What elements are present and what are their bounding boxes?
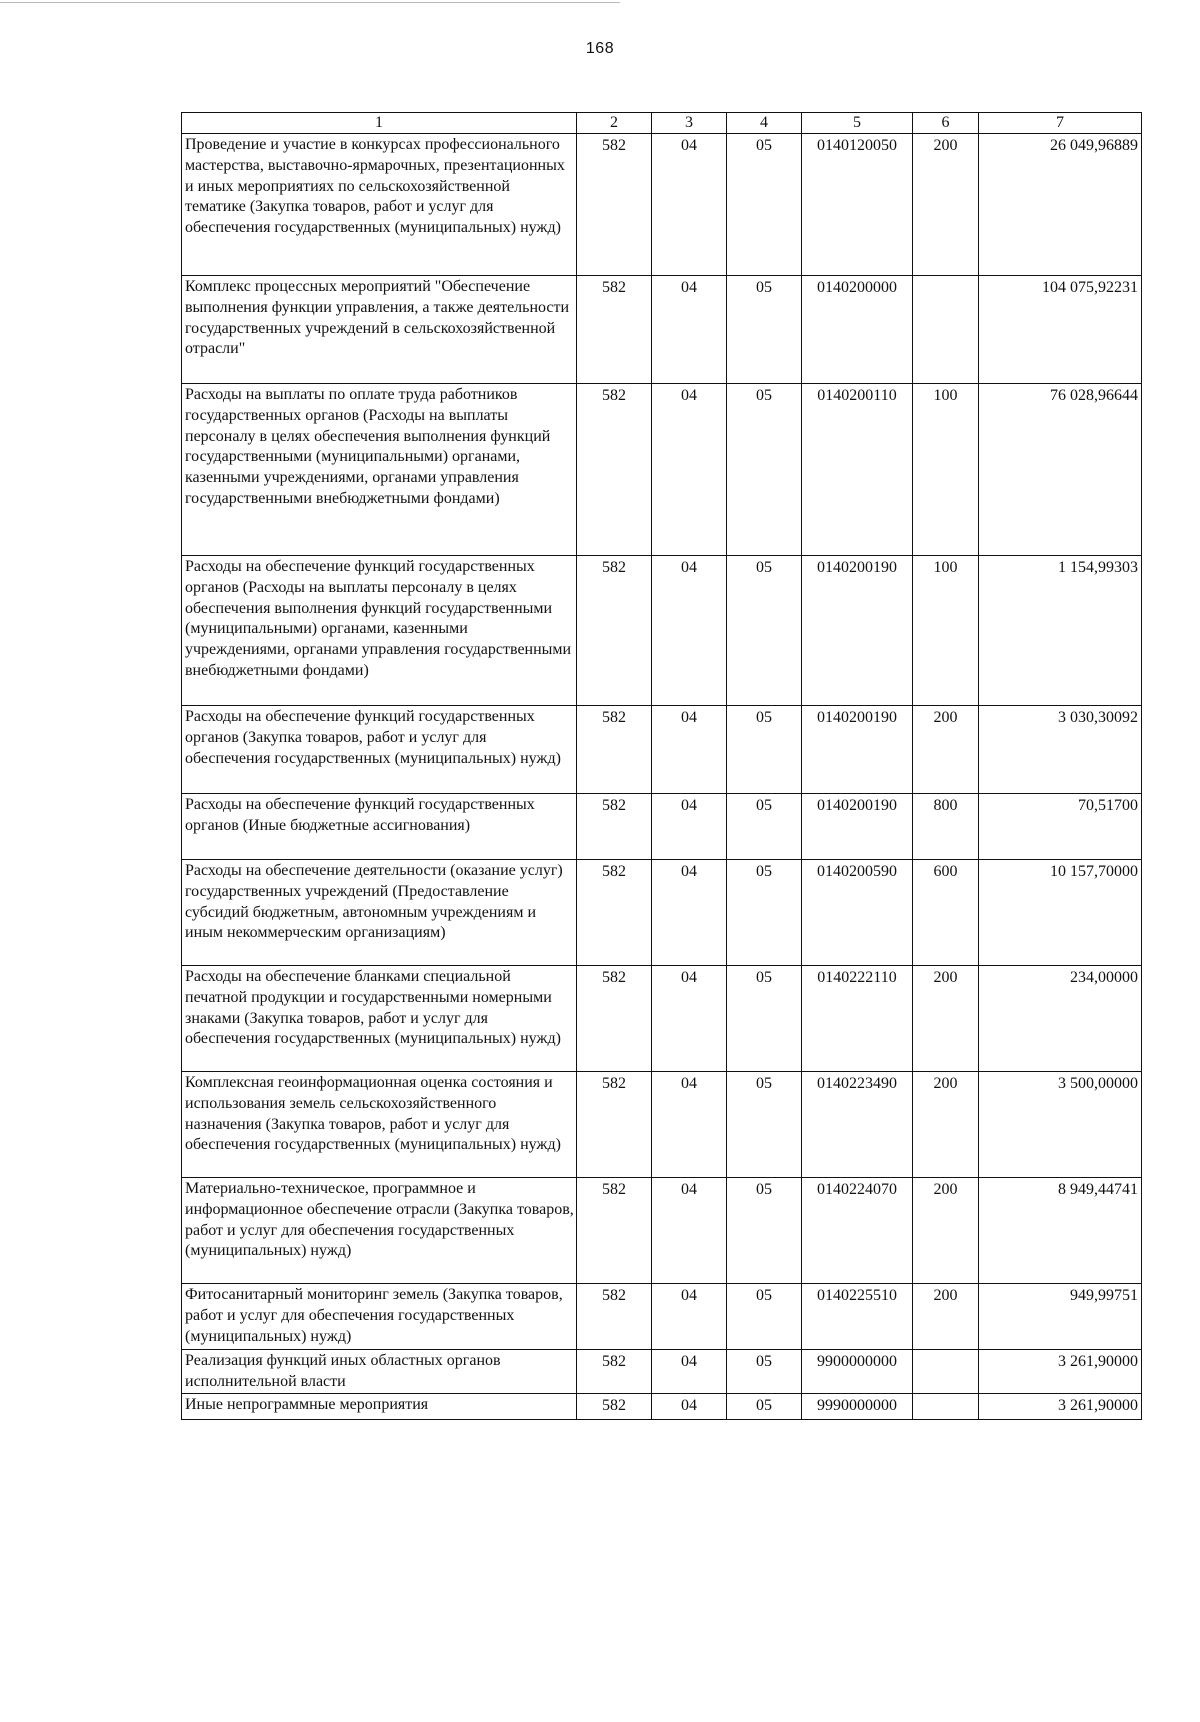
table-row [182, 384, 1142, 556]
amount-cell: 104 075,92231 [979, 276, 1142, 384]
target-article-cell: 9990000000 [802, 1393, 913, 1419]
header-cell: 7 [979, 113, 1142, 134]
row-name-cell: Расходы на обеспечение функций государственных органов (Расходы на выплаты персоналу в целях обеспечения выполнения функций государственными (муниципальными) органами, казенными учреждениями, органами управления государственными внебюджетными фондами) [182, 556, 577, 706]
section-code-cell: 04 [652, 860, 727, 966]
section-code-cell: 04 [652, 134, 727, 276]
grbs-code-cell: 582 [577, 860, 652, 966]
row-name-cell: Расходы на обеспечение функций государственных органов (Закупка товаров, работ и услуг для обеспечения государственных (муниципальных) нужд) [182, 706, 577, 794]
grbs-code-cell: 582 [577, 1350, 652, 1394]
header-cell: 5 [802, 113, 913, 134]
section-code-cell: 04 [652, 276, 727, 384]
grbs-code-cell: 582 [577, 556, 652, 706]
table-row [182, 1393, 1142, 1419]
table-row [182, 276, 1142, 384]
subsection-code-cell: 05 [727, 1393, 802, 1419]
subsection-code-cell: 05 [727, 966, 802, 1072]
grbs-code-cell: 582 [577, 1178, 652, 1284]
subsection-code-cell: 05 [727, 706, 802, 794]
target-article-cell: 0140223490 [802, 1072, 913, 1178]
expense-type-cell: 200 [913, 1284, 979, 1350]
subsection-code-cell: 05 [727, 556, 802, 706]
section-code-cell: 04 [652, 1350, 727, 1394]
amount-cell: 70,51700 [979, 794, 1142, 860]
target-article-cell: 0140200190 [802, 706, 913, 794]
amount-cell: 1 154,99303 [979, 556, 1142, 706]
subsection-code-cell: 05 [727, 276, 802, 384]
amount-cell: 3 261,90000 [979, 1393, 1142, 1419]
target-article-cell: 0140222110 [802, 966, 913, 1072]
section-code-cell: 04 [652, 384, 727, 556]
row-name-cell: Расходы на обеспечение функций государственных органов (Иные бюджетные ассигнования) [182, 794, 577, 860]
target-article-cell: 0140200190 [802, 556, 913, 706]
section-code-cell: 04 [652, 1284, 727, 1350]
section-code-cell: 04 [652, 706, 727, 794]
target-article-cell: 0140224070 [802, 1178, 913, 1284]
grbs-code-cell: 582 [577, 1393, 652, 1419]
table-row [182, 556, 1142, 706]
grbs-code-cell: 582 [577, 276, 652, 384]
amount-cell: 3 030,30092 [979, 706, 1142, 794]
expense-type-cell: 200 [913, 1072, 979, 1178]
grbs-code-cell: 582 [577, 1072, 652, 1178]
amount-cell: 10 157,70000 [979, 860, 1142, 966]
target-article-cell: 0140200110 [802, 384, 913, 556]
target-article-cell: 0140200190 [802, 794, 913, 860]
row-name-cell: Фитосанитарный мониторинг земель (Закупка товаров, работ и услуг для обеспечения государственных (муниципальных) нужд) [182, 1284, 577, 1350]
target-article-cell: 0140120050 [802, 134, 913, 276]
target-article-cell: 0140200590 [802, 860, 913, 966]
row-name-cell: Иные непрограммные мероприятия [182, 1393, 577, 1419]
table-row [182, 860, 1142, 966]
row-name-cell: Расходы на обеспечение деятельности (оказание услуг) государственных учреждений (Предоставление субсидий бюджетным, автономным учреждениям и иным некоммерческим организациям) [182, 860, 577, 966]
table-row [182, 706, 1142, 794]
expense-type-cell: 200 [913, 706, 979, 794]
subsection-code-cell: 05 [727, 794, 802, 860]
expense-type-cell: 200 [913, 966, 979, 1072]
row-name-cell: Материально-техническое, программное и информационное обеспечение отрасли (Закупка товаров, работ и услуг для обеспечения государственных (муниципальных) нужд) [182, 1178, 577, 1284]
table-row [182, 1350, 1142, 1394]
expense-type-cell [913, 276, 979, 384]
table-header-row [182, 113, 1142, 134]
subsection-code-cell: 05 [727, 1284, 802, 1350]
section-code-cell: 04 [652, 1072, 727, 1178]
target-article-cell: 9900000000 [802, 1350, 913, 1394]
amount-cell: 3 500,00000 [979, 1072, 1142, 1178]
table-row [182, 134, 1142, 276]
table-row [182, 966, 1142, 1072]
budget-table [181, 112, 1142, 1420]
target-article-cell: 0140225510 [802, 1284, 913, 1350]
table-row [182, 794, 1142, 860]
grbs-code-cell: 582 [577, 794, 652, 860]
row-name-cell: Проведение и участие в конкурсах профессионального мастерства, выставочно-ярмарочных, презентационных и иных мероприятиях по сельскохозяйственной тематике (Закупка товаров, работ и услуг для обеспечения государственных (муниципальных) нужд) [182, 134, 577, 276]
expense-type-cell: 600 [913, 860, 979, 966]
section-code-cell: 04 [652, 556, 727, 706]
amount-cell: 949,99751 [979, 1284, 1142, 1350]
table-row [182, 1178, 1142, 1284]
grbs-code-cell: 582 [577, 1284, 652, 1350]
table-row [182, 1072, 1142, 1178]
header-cell: 1 [182, 113, 577, 134]
subsection-code-cell: 05 [727, 384, 802, 556]
expense-type-cell [913, 1350, 979, 1394]
expense-type-cell: 800 [913, 794, 979, 860]
table-row [182, 1284, 1142, 1350]
page-number: 168 [585, 40, 615, 57]
section-code-cell: 04 [652, 1178, 727, 1284]
amount-cell: 8 949,44741 [979, 1178, 1142, 1284]
expense-type-cell: 200 [913, 134, 979, 276]
row-name-cell: Расходы на обеспечение бланками специальной печатной продукции и государственными номерными знаками (Закупка товаров, работ и услуг для обеспечения государственных (муниципальных) нужд) [182, 966, 577, 1072]
grbs-code-cell: 582 [577, 966, 652, 1072]
header-cell: 2 [577, 113, 652, 134]
subsection-code-cell: 05 [727, 134, 802, 276]
grbs-code-cell: 582 [577, 134, 652, 276]
row-name-cell: Расходы на выплаты по оплате труда работников государственных органов (Расходы на выплаты персоналу в целях обеспечения выполнения функций государственными (муниципальными) органами, казенными учреждениями, органами управления государственными внебюджетными фондами) [182, 384, 577, 556]
grbs-code-cell: 582 [577, 384, 652, 556]
section-code-cell: 04 [652, 794, 727, 860]
subsection-code-cell: 05 [727, 860, 802, 966]
expense-type-cell [913, 1393, 979, 1419]
section-code-cell: 04 [652, 1393, 727, 1419]
amount-cell: 234,00000 [979, 966, 1142, 1072]
row-name-cell: Комплекс процессных мероприятий "Обеспечение выполнения функции управления, а также деятельности государственных учреждений в сельскохозяйственной отрасли" [182, 276, 577, 384]
grbs-code-cell: 582 [577, 706, 652, 794]
expense-type-cell: 100 [913, 556, 979, 706]
amount-cell: 26 049,96889 [979, 134, 1142, 276]
section-code-cell: 04 [652, 966, 727, 1072]
header-cell: 4 [727, 113, 802, 134]
row-name-cell: Комплексная геоинформационная оценка состояния и использования земель сельскохозяйственного назначения (Закупка товаров, работ и услуг для обеспечения государственных (муниципальных) нужд) [182, 1072, 577, 1178]
target-article-cell: 0140200000 [802, 276, 913, 384]
subsection-code-cell: 05 [727, 1178, 802, 1284]
amount-cell: 3 261,90000 [979, 1350, 1142, 1394]
expense-type-cell: 200 [913, 1178, 979, 1284]
expense-type-cell: 100 [913, 384, 979, 556]
header-cell: 6 [913, 113, 979, 134]
subsection-code-cell: 05 [727, 1072, 802, 1178]
scan-artifact-top [0, 2, 620, 3]
amount-cell: 76 028,96644 [979, 384, 1142, 556]
row-name-cell: Реализация функций иных областных органов исполнительной власти [182, 1350, 577, 1394]
header-cell: 3 [652, 113, 727, 134]
subsection-code-cell: 05 [727, 1350, 802, 1394]
